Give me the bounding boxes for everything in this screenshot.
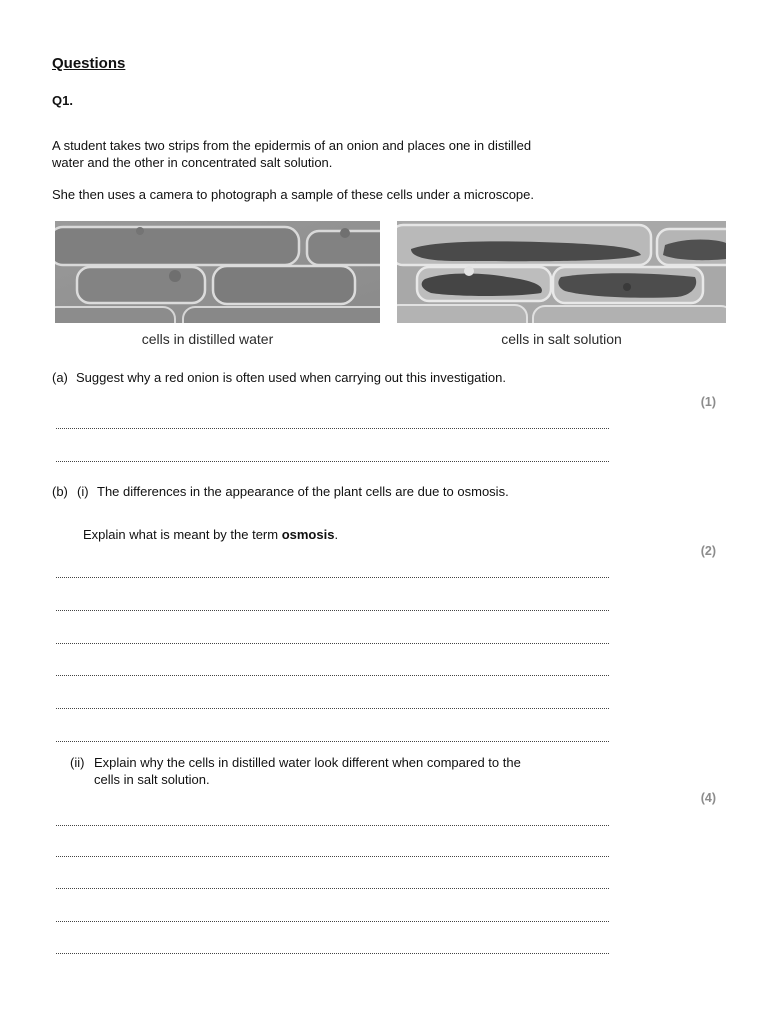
answer-line[interactable] xyxy=(56,953,609,954)
salt-solution-micrograph xyxy=(397,221,726,323)
part-b-ii-label: (ii) xyxy=(70,755,85,770)
part-b-ii-line-2: cells in salt solution. xyxy=(94,772,210,787)
right-figure-caption: cells in salt solution xyxy=(501,331,622,347)
answer-line[interactable] xyxy=(56,888,609,889)
part-a-marks: (1) xyxy=(700,395,716,409)
intro-line-3: She then uses a camera to photograph a sample of these cells under a microscope. xyxy=(52,187,535,202)
part-b-label: (b) xyxy=(52,484,68,499)
distilled-water-cells-image xyxy=(55,221,380,323)
part-b-i-label: (i) xyxy=(77,484,89,499)
answer-line[interactable] xyxy=(56,921,609,922)
part-b-i-statement: The differences in the appearance of the plant cells are due to osmosis. xyxy=(97,484,509,499)
intro-text xyxy=(52,137,531,171)
part-b-ii-question xyxy=(94,754,521,788)
answer-line[interactable] xyxy=(56,708,609,709)
answer-line[interactable] xyxy=(56,825,609,826)
left-figure-caption: cells in distilled water xyxy=(141,331,274,347)
prompt-text: Explain what is meant by the term xyxy=(83,527,282,542)
salt-solution-cells-image xyxy=(397,221,726,323)
answer-line[interactable] xyxy=(56,675,609,676)
answer-line[interactable] xyxy=(56,741,609,742)
answer-line[interactable] xyxy=(56,643,609,644)
question-number: Q1. xyxy=(52,93,73,108)
distilled-water-micrograph xyxy=(55,221,380,323)
part-a-label: (a) xyxy=(52,370,68,385)
part-b-ii-line-1: Explain why the cells in distilled water look different when compared to the xyxy=(94,755,521,770)
answer-line[interactable] xyxy=(56,856,609,857)
answer-line[interactable] xyxy=(56,428,609,429)
osmosis-term: osmosis xyxy=(281,527,335,542)
answer-line[interactable] xyxy=(56,577,609,578)
answer-line[interactable] xyxy=(56,461,609,462)
part-a-question: Suggest why a red onion is often used when carrying out this investigation. xyxy=(76,370,506,385)
questions-heading: Questions xyxy=(52,55,126,72)
prompt-period: . xyxy=(334,527,339,542)
answer-line[interactable] xyxy=(56,610,609,611)
part-b-i-marks: (2) xyxy=(700,544,716,558)
part-b-ii-marks: (4) xyxy=(700,791,716,805)
part-b-i-prompt xyxy=(83,526,338,543)
intro-line-2: water and the other in concentrated salt solution. xyxy=(52,155,333,170)
intro-line-1: A student takes two strips from the epidermis of an onion and places one in distilled xyxy=(52,138,532,153)
